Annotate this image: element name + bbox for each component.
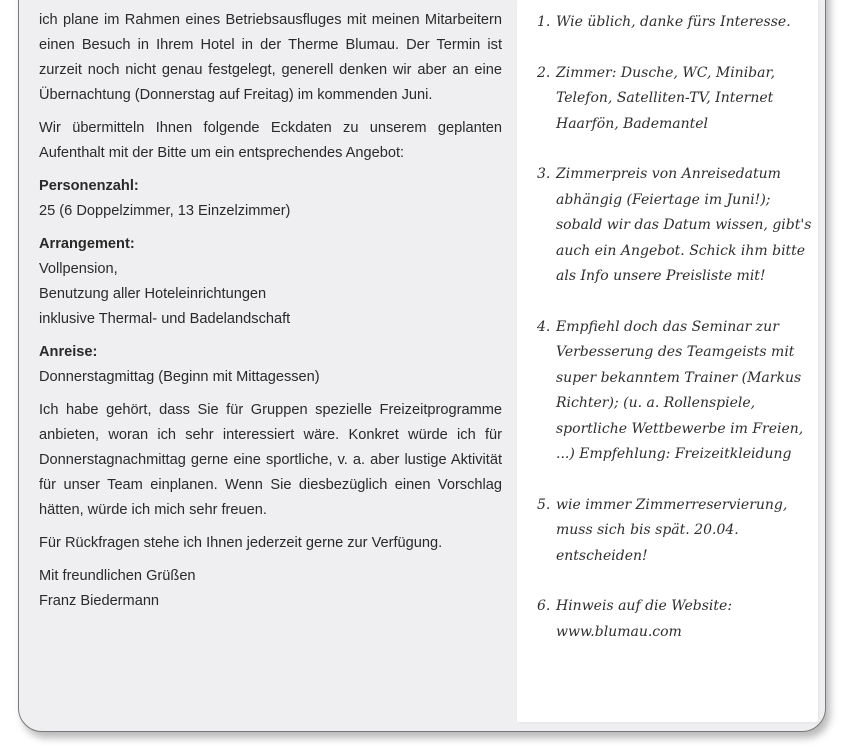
note-line: entscheiden!	[556, 547, 648, 564]
note-line: Empfiehl doch das Seminar zur	[556, 318, 779, 335]
note-line: Wie üblich, danke fürs Interesse.	[556, 14, 791, 30]
detail-label: Anreise:	[39, 344, 98, 360]
note-item	[537, 493, 818, 570]
greeting: Mit freundlichen Grüßen	[39, 568, 196, 584]
note-number: 6.	[537, 598, 551, 614]
note-item	[537, 594, 818, 645]
note-line: wie immer Zimmerreservierung,	[556, 496, 788, 513]
note-number: 5.	[537, 496, 551, 513]
detail-value: Benutzung aller Hoteleinrichtungen	[39, 286, 267, 302]
note-line: sportliche Wettbewerbe im Freien,	[556, 420, 804, 437]
detail-value: Donnerstagmittag (Beginn mit Mittagessen)	[39, 369, 320, 385]
note-line: auch ein Angebot. Schick ihm bitte	[556, 242, 806, 259]
note-number: 3.	[537, 166, 551, 182]
letter-paragraph: Für Rückfragen stehe ich Ihnen jederzeit gerne zur Verfügung.	[39, 535, 443, 551]
note-line: Haarfön, Bademantel	[556, 115, 709, 132]
note-line: Zimmerpreis von Anreisedatum	[556, 166, 781, 182]
detail-arrangement	[39, 232, 502, 332]
handwritten-notes-panel	[517, 0, 818, 722]
letter-paragraph: Wir übermitteln Ihnen folgende Eckdaten zu unserem geplanten Aufenthalt mit der Bitte um ein entsprechendes Angebot:	[39, 120, 502, 161]
note-item	[537, 315, 818, 468]
detail-value: Vollpension,	[39, 261, 118, 277]
note-line: Hinweis auf die Website:	[556, 598, 733, 614]
note-line: Verbesserung des Teamgeists mit	[556, 344, 795, 360]
letter-body	[39, 8, 502, 622]
note-line: abhängig (Feiertage im Juni!);	[556, 191, 771, 208]
note-number: 1.	[537, 14, 551, 30]
detail-label: Arrangement:	[39, 236, 135, 252]
note-line: Zimmer: Dusche, WC, Minibar,	[556, 64, 776, 81]
note-number: 4.	[537, 318, 551, 335]
detail-anreise	[39, 340, 502, 390]
detail-value: inklusive Thermal- und Badelandschaft	[39, 311, 291, 327]
note-line: Richter); (u. a. Rollenspiele,	[556, 395, 756, 411]
detail-personenzahl	[39, 174, 502, 224]
detail-label: Personenzahl:	[39, 178, 139, 194]
letter-paragraph: Ich habe gehört, dass Sie für Gruppen spezielle Freizeitprogramme anbieten, woran ich sehr interessiert wäre. Konkret würde ich für Donnerstagnachmittag gerne eine sportliche, v. a. aber lustige Aktivität für unser Team einplanen. Wenn Sie diesbezüglich einen Vorschlag hätten, würde ich mich sehr freuen.	[39, 402, 502, 518]
note-number: 2.	[537, 64, 551, 81]
notes-list	[517, 0, 818, 645]
note-line: super bekanntem Trainer (Markus	[556, 369, 802, 386]
signature: Franz Biedermann	[39, 593, 160, 609]
website-link-text: www.blumau.com	[556, 623, 682, 640]
note-line: sobald wir das Datum wissen, gibt's	[556, 217, 812, 233]
note-line: als Info unsere Preisliste mit!	[556, 268, 766, 284]
letter-signoff	[39, 564, 502, 614]
note-item	[537, 162, 818, 290]
note-item	[537, 10, 818, 36]
note-line: ...) Empfehlung: Freizeitkleidung	[556, 446, 792, 462]
letter-paragraph: ich plane im Rahmen eines Betriebsausfluges mit meinen Mitarbeitern einen Besuch in Ihrem Hotel in der Therme Blumau. Der Termin ist zurzeit noch nicht genau festgelegt, generell denken wir aber an eine Übernachtung (Donnerstag auf Freitag) im kommenden Juni.	[39, 12, 502, 103]
note-line: Telefon, Satelliten-TV, Internet	[556, 90, 774, 106]
note-item	[537, 61, 818, 138]
detail-value: 25 (6 Doppelzimmer, 13 Einzelzimmer)	[39, 203, 291, 219]
note-line: muss sich bis spät. 20.04.	[556, 522, 739, 538]
